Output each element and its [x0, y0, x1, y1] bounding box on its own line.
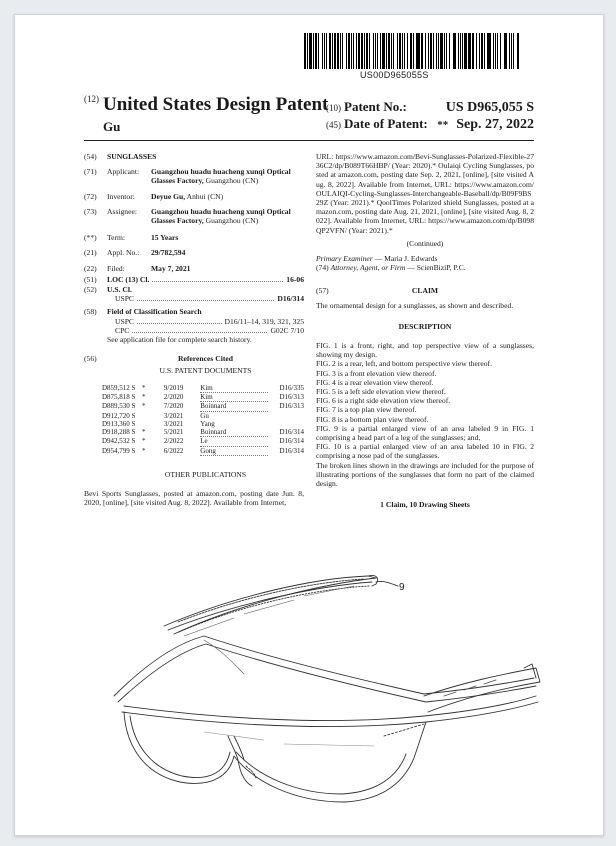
- examiner-name: — Maria J. Edwards: [374, 254, 438, 264]
- code-71: (71): [84, 167, 97, 177]
- continued-label: (Continued): [406, 238, 444, 248]
- date-row: [326, 116, 534, 133]
- assignee-city: Guangzhou (CN): [205, 216, 259, 226]
- figure-description: FIG. 6 is a right side elevation view thereof.: [316, 396, 451, 406]
- reference-star: *: [142, 402, 146, 411]
- reference-row: [102, 420, 304, 428]
- figure-description: FIG. 2 is a rear, left, and bottom perspective view thereof.: [316, 359, 492, 369]
- inventor-surname: Gu: [103, 119, 121, 134]
- figure-description: The broken lines shown in the drawings are included for the purpose of illustrating portions of the sunglasses that form no part of the claimed design.: [316, 460, 534, 489]
- patent-date: Sep. 27, 2022: [456, 117, 534, 132]
- reference-name: Gong: [200, 447, 267, 456]
- reference-date: 9/2019: [163, 383, 184, 392]
- reference-cls: [268, 412, 304, 420]
- header-rule: [84, 140, 534, 141]
- applicant-label: Applicant:: [107, 167, 140, 177]
- inventor-name: Deyue Gu,: [151, 191, 186, 201]
- assignee-name: Guangzhou huadu huacheng xunqi Optical Glasses Factory,: [151, 206, 291, 226]
- other-pubs-continued: URL: https://www.amazon.com/Bevi-Sunglasses-Polarized-Flexible-2736C2/dp/B089T66HBP/ (Year: 2020).* Oulaiqi Cycling Sunglasses, posted at amazon.com, posting date Sep. 2, 2021, [online], [site visited Aug. 8, 2022]. Available from Internet, URL: https://www.amazon.com/OULAIQI-Cycling-Sunglasses-Interchangeable-Baseball/dp/B09F9BS29Z (Year: 2021).* QoolTimes Polarized shield Sunglasses, posted at amazon.com, posting date Aug. 21, 2021, [online], [site visited Aug. 8, 2022]. Available from Internet, URL: https://www.amazon.com/dp/B098QP2VFN/ (Year: 2021).*: [316, 152, 534, 235]
- reference-star: *: [142, 383, 146, 392]
- barcode-number: US00D965055S: [360, 70, 429, 80]
- examiner-label: Primary Examiner: [316, 254, 373, 264]
- reference-name: Boinnard: [200, 402, 267, 411]
- code-term: (**): [84, 233, 97, 243]
- reference-num: D859,512 S: [102, 383, 136, 392]
- appl-label: Appl. No.:: [107, 248, 140, 258]
- claim-title: CLAIM: [411, 286, 439, 296]
- document-type-heading: [84, 94, 328, 116]
- code-45: (45): [326, 120, 341, 130]
- figure-description: FIG. 10 is a partial enlarged view of an area labeled 10 in FIG. 2 comprising a nose pad of the sunglasses.: [316, 442, 534, 461]
- reference-cls: D16/335: [279, 383, 304, 392]
- reference-name: Gu: [200, 411, 209, 420]
- design-title: SUNGLASSES: [107, 152, 157, 161]
- uspc-value: D16/314: [277, 294, 304, 304]
- code-52: (52): [84, 285, 97, 295]
- figure-description: FIG. 8 is a bottom plan view thereof.: [316, 414, 429, 424]
- filed-label: Filed:: [107, 263, 125, 273]
- reference-row: [102, 384, 304, 393]
- figure-description: FIG. 5 is a left side elevation view thereof.: [316, 387, 446, 397]
- document-type: United States Design Patent: [103, 94, 329, 115]
- term-label: Term:: [107, 233, 126, 243]
- field-cpc-label: CPC: [115, 325, 130, 335]
- reference-num: D918,288 S: [102, 428, 136, 437]
- reference-num: D954,799 S: [102, 446, 136, 455]
- attorney-name: — ScienBiziP, P.C.: [407, 263, 466, 273]
- reference-cls: D16/314: [279, 437, 304, 446]
- date-marker: **: [437, 119, 449, 131]
- code-12: (12): [84, 94, 99, 104]
- us-cl-label: U.S. Cl.: [107, 285, 132, 295]
- claim-text: The ornamental design for a sunglasses, as shown and described.: [316, 300, 514, 310]
- reference-num: D913,360 S: [102, 419, 136, 428]
- reference-num: D912,720 S: [102, 411, 136, 420]
- references-title: References Cited: [178, 354, 233, 364]
- other-pubs-text: Bevi Sports Sunglasses, posted at amazon.com, posting date Jun. 8, 2020, [online], [site visited Aug. 8, 2022]. Available from Internet,: [84, 489, 304, 508]
- field-search-label: Field of Classification Search: [107, 307, 202, 317]
- reference-date: 2/2022: [163, 437, 184, 446]
- code-74: (74): [316, 263, 329, 273]
- reference-date: 7/2020: [163, 402, 184, 411]
- field-cpc-value: G02C 7/10: [270, 325, 304, 335]
- reference-cls: D16/313: [279, 402, 304, 411]
- reference-cls: [268, 420, 304, 428]
- description-title: DESCRIPTION: [398, 321, 452, 331]
- reference-row: [102, 428, 304, 437]
- barcode: [304, 33, 522, 69]
- reference-date: 6/2022: [163, 446, 184, 455]
- figure-description: FIG. 4 is a rear elevation view thereof.: [316, 377, 434, 387]
- code-72: (72): [84, 191, 97, 201]
- patent-number-row: [326, 99, 534, 116]
- term-value: 15 Years: [151, 233, 179, 243]
- reference-row: [102, 393, 304, 402]
- field-uspc-value: D16/11–14, 319, 321, 325: [224, 316, 304, 326]
- date-label: Date of Patent:: [344, 116, 428, 131]
- loc-value: 16-06: [286, 274, 304, 284]
- figure-description: FIG. 9 is a partial enlarged view of an area labeled 9 in FIG. 1 comprising a head part of a leg of the sunglasses; and,: [316, 423, 534, 443]
- reference-row: [102, 402, 304, 411]
- applicant-city: Guangzhou (CN): [205, 176, 259, 186]
- reference-star: *: [142, 446, 146, 455]
- other-pubs-title: OTHER PUBLICATIONS: [164, 470, 247, 480]
- reference-star: *: [142, 428, 146, 437]
- references-list: [84, 384, 304, 456]
- applicant-name: Guangzhou huadu huacheng xunqi Optical Glasses Factory,: [151, 167, 291, 186]
- drawing-label: 9: [399, 582, 405, 593]
- reference-star: [142, 412, 164, 420]
- patent-number: US D965,055 S: [445, 100, 534, 115]
- claims-count: 1 Claim, 10 Drawing Sheets: [380, 500, 470, 510]
- attorney-label: Attorney, Agent, or Firm: [330, 263, 406, 273]
- reference-star: [142, 420, 164, 428]
- reference-row: [102, 412, 304, 420]
- loc-label: LOC (13) Cl.: [107, 274, 150, 284]
- reference-name: Boinnard: [200, 428, 267, 437]
- reference-row: [102, 437, 304, 446]
- reference-num: D889,530 S: [102, 402, 136, 411]
- reference-name: Kim: [200, 393, 267, 402]
- reference-date: 5/2021: [163, 428, 184, 437]
- code-21: (21): [84, 248, 97, 258]
- barcode-bar: [517, 33, 519, 69]
- reference-date: 2/2020: [163, 392, 184, 401]
- inventor-label: Inventor:: [107, 191, 135, 201]
- reference-name: Le: [200, 437, 267, 446]
- code-57: (57): [316, 286, 329, 296]
- figure-description: FIG. 7 is a top plan view thereof.: [316, 405, 417, 415]
- field-uspc-label: USPC: [115, 316, 134, 326]
- uspc-label: USPC: [115, 294, 134, 304]
- figure-description: FIG. 1 is a front, right, and top perspective view of a sunglasses, showing my design.: [316, 341, 534, 360]
- appl-number: 29/782,594: [151, 248, 186, 258]
- reference-date: 3/2021: [163, 411, 184, 420]
- reference-cls: D16/314: [279, 446, 304, 455]
- reference-name: Yang: [200, 419, 215, 428]
- assignee-label: Assignee:: [107, 206, 137, 216]
- figure-descriptions: [316, 341, 534, 488]
- us-docs-title: U.S. PATENT DOCUMENTS: [159, 366, 252, 376]
- inventor-place: Anhui (CN): [186, 191, 224, 201]
- code-10: (10): [326, 103, 341, 113]
- sunglasses-drawing: [84, 556, 544, 826]
- reference-num: D942,532 S: [102, 437, 136, 446]
- code-73: (73): [84, 206, 97, 216]
- reference-cls: D16/313: [279, 392, 304, 401]
- filed-date: May 7, 2021: [151, 263, 191, 273]
- patent-number-label: Patent No.:: [344, 99, 407, 114]
- reference-star: *: [142, 437, 146, 446]
- figure-description: FIG. 3 is a front elevation view thereof.: [316, 368, 437, 378]
- reference-name: Kim: [200, 384, 267, 393]
- reference-date: 3/2021: [163, 419, 184, 428]
- code-22: (22): [84, 263, 97, 273]
- code-54: (54): [84, 152, 97, 161]
- reference-num: D875,818 S: [102, 392, 136, 401]
- reference-cls: D16/314: [279, 428, 304, 437]
- field-note: See application file for complete search history.: [107, 335, 252, 345]
- code-56: (56): [84, 354, 97, 364]
- right-column: [316, 152, 534, 510]
- reference-row: [102, 447, 304, 456]
- reference-star: *: [142, 392, 146, 401]
- patent-identifiers: [326, 99, 534, 133]
- code-58: (58): [84, 307, 97, 317]
- code-51: (51): [84, 274, 97, 284]
- left-column: [84, 152, 304, 508]
